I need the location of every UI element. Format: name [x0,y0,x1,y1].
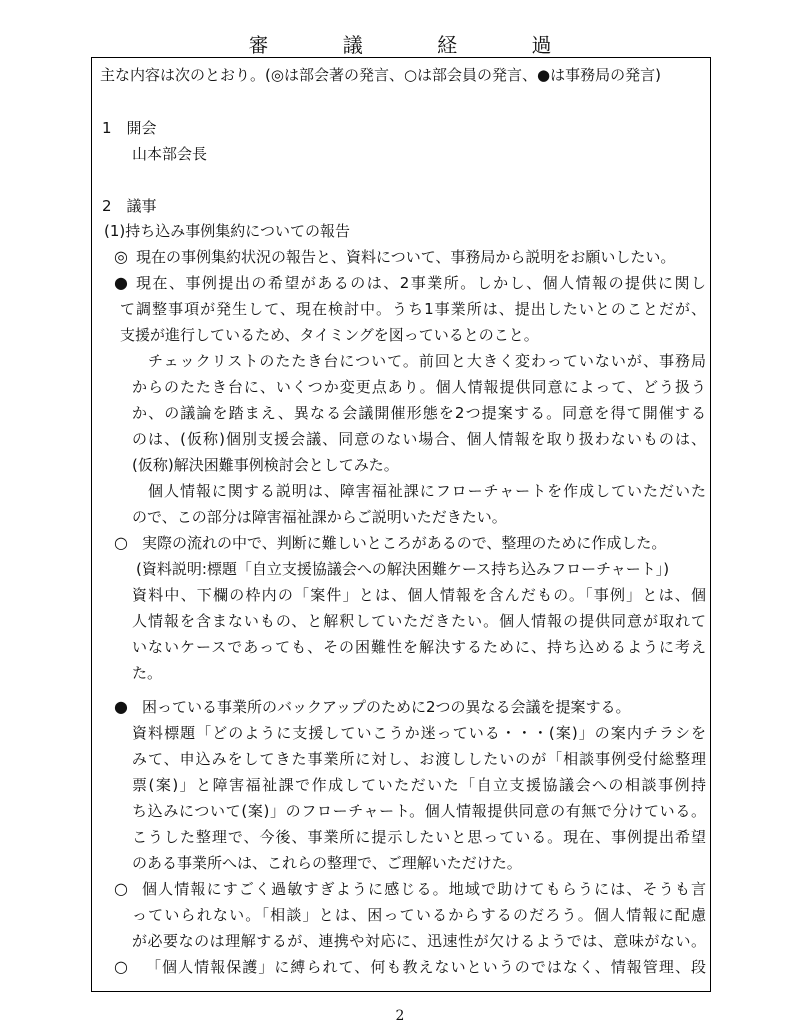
section-2-subheading: (1)持ち込み事例集約についての報告 [104,222,350,240]
intro-text: 主な内容は次のとおり。(◎は部会著の発言、○は部会員の発言、●は事務局の発言) [100,66,661,84]
entry-3-line-4: 人情報を含まないもの、と解釈していただきたい。個人情報の提供同意が取れて [132,612,706,630]
entry-2-line-8: (仮称)解決困難事例検討会としてみた。 [132,456,399,474]
entry-6-line-1: 「個人情報保護」に縛られて、何も教えないというのではなく、情報管理、段 [146,958,706,976]
entry-4-line-1: 困っている事業所のバックアップのために2つの異なる会議を提案する。 [142,698,631,716]
entry-3-line-5: いないケースであっても、その困難性を解決するために、持ち込めるように考え [132,638,706,656]
entry-2-line-6: か、の議論を踏まえ、異なる会議開催形態を2つ提案する。同意を得て開催する [132,404,706,422]
page-number: 2 [395,1008,405,1024]
entry-3-line-3: 資料中、下欄の枠内の「案件」とは、個人情報を含んだもの。「事例」とは、個 [132,586,706,604]
deliberation-frame [91,57,711,992]
entry-2-line-10: ので、この部分は障害福祉課からご説明いただきたい。 [132,508,507,526]
entry-4-line-7: のある事業所へは、これらの整理で、ご理解いただけた。 [132,854,522,872]
page-title: 審 議 経 過 [248,33,586,57]
entry-3-line-6: た。 [132,664,163,682]
entry-4-line-2: 資料標題「どのように支援していこうか迷っている・・・(案)」の案内チラシを [132,724,706,742]
entry-2-line-9: 個人情報に関する説明は、障害福祉課にフローチャートを作成していただいた [148,482,706,500]
entry-5-line-2: っていられない。「相談」とは、困っているからするのだろう。個人情報に配慮 [132,906,706,924]
member-marker-icon: ○ [114,957,128,976]
entry-5-line-3: が必要なのは理解するが、連携や対応に、迅速性が欠けるようでは、意味がない。 [132,932,706,950]
entry-2-line-4: チェックリストのたたき台について。前回と大きく変わっていないが、事務局 [148,352,706,370]
entry-3-line-1: 実際の流れの中で、判断に難しいところがあるので、整理のために作成した。 [142,534,667,552]
entry-4-line-4: 票(案)」と障害福祉課で作成していただいた「自立支援協議会への相談事例持 [132,776,706,794]
section-2-heading: 2 議事 [102,197,157,215]
entry-2-line-5: からのたたき台に、いくつか変更点あり。個人情報提供同意によって、どう扱う [132,378,706,396]
section-1-body: 山本部会長 [132,145,208,163]
entry-4-line-5: ち込みについて(案)」のフローチャート。個人情報提供同意の有無で分けている。 [132,802,706,820]
entry-4-line-6: こうした整理で、今後、事業所に提示したいと思っている。現在、事例提出希望 [132,828,706,846]
section-1-heading: 1 開会 [102,119,157,137]
entry-2-line-3: 支援が進行しているため、タイミングを図っているとのこと。 [120,326,539,344]
member-marker-icon: ○ [114,879,128,898]
entry-3-line-2: (資料説明:標題「自立支援協議会への解決困難ケース持ち込みフローチャート」) [136,560,670,578]
member-marker-icon: ○ [114,533,128,552]
entry-4-line-3: みて、申込みをしてきた事業所に対し、お渡ししたいのが「相談事例受付総整理 [132,750,706,768]
entry-1-line-1: 現在の事例集約状況の報告と、資料について、事務局から説明をお願いしたい。 [136,248,676,266]
entry-5-line-1: 個人情報にすごく過敏すぎように感じる。地域で助けてもらうには、そうも言 [142,880,706,898]
entry-2-line-7: のは、(仮称)個別支援会議、同意のない場合、個人情報を取り扱わないものは、 [132,430,706,448]
chair-marker-icon: ◎ [114,247,128,266]
secretariat-marker-icon: ● [114,273,128,292]
secretariat-marker-icon: ● [114,697,128,716]
entry-2-line-2: て調整事項が発生して、現在検討中。うち1事業所は、提出したいとのことだが、 [120,300,706,318]
entry-2-line-1: 現在、事例提出の希望があるのは、2事業所。しかし、個人情報の提供に関し [136,274,706,292]
